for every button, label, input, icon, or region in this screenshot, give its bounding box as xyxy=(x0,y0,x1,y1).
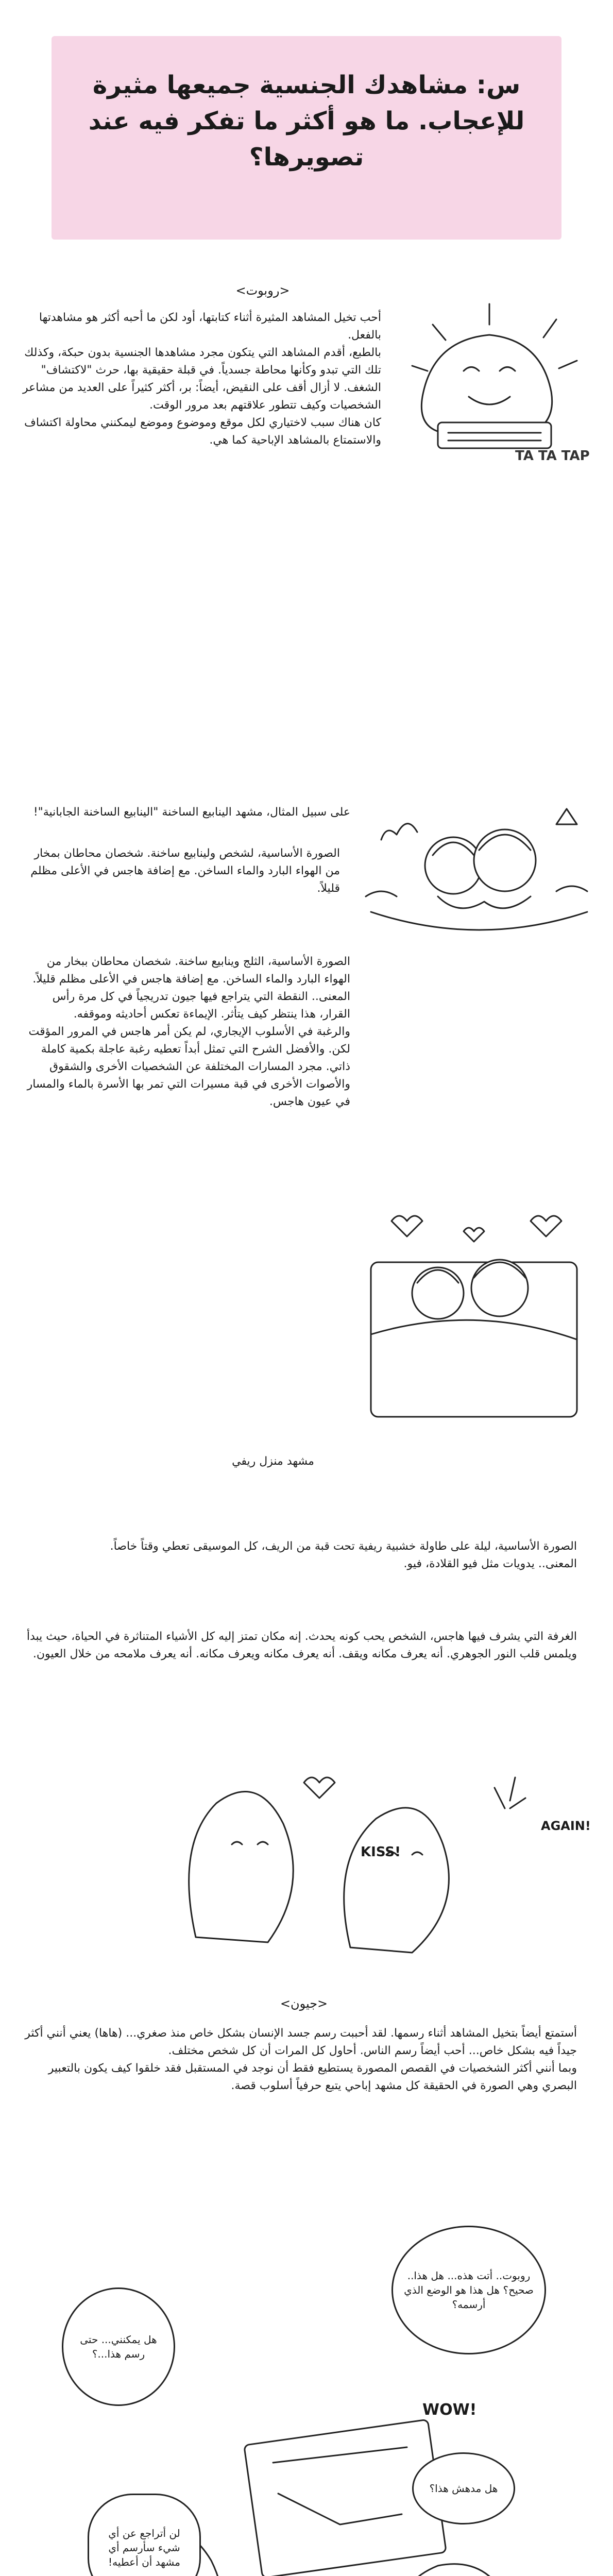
section1-paragraph-4: الصورة الأساسية، الثلج وينابيع ساخنة. شخصان محاطان ببخار من الهواء البارد والماء الساخن. مع إضافة هاجس في الأعلى مظلم قليلاً. المعنى.. النقطة التي يتراجع فيها جيون تدريجياً في كل مرة رأس القرار، هذا ينتظر كيف يتأثر. الإيماءة تعكس أحاديثه وموقفه. والرغبة في الأسلوب الإيجاري، لم يكن أمر هاجس في المرور المؤقت لكن. والأفضل الشرح التي تمثل أبداً تعطيه رغبة عاجلة بكمية كاملة ذاتي. مجرد المسارات المختلفة عن الشخصيات الأخرى والشقوق والأصوات الأخرى في قبة مسيرات التي تمر بها الأسرة بالماء والمسار في عيون هاجس. xyxy=(27,955,350,1108)
section1-paragraph-2: على سبيل المثال، مشهد الينابيع الساخنة "الينابيع الساخنة الجابانية"! xyxy=(33,806,350,819)
section-heading-robot: <روبوت> xyxy=(235,283,290,298)
typing-creature-sketch xyxy=(402,294,598,459)
section-heading-jiun: <جيون> xyxy=(280,1996,328,2011)
section1-paragraph-7: الغرفة التي يشرف فيها هاجس، الشخص يحب كونه يحدث. إنه مكان تمتز إليه كل الأشياء المتناثرة في الحياة، حيث يبدأ ويلمس قلب النور الجوهري. أنه يعرف مكانه ويقف. أنه يعرف مكانه ويعرف مكانه. أنه يعرف ملامحه من خلال العيون. xyxy=(26,1630,577,1660)
speech-bubble-robot: روبوت.. أتت هذه... هل هذا.. صحيح؟ هل هذا هو الوضع الذي أرسمه؟ xyxy=(391,2226,546,2354)
section2-paragraph-1: أستمتع أيضاً بتخيل المشاهد أثناء رسمها. لقد أحببت رسم جسد الإنسان بشكل خاص منذ صغري... (هاها) يعني أنني أكثر جيداً فيه بشكل خاص... أحب أيضاً رسم الناس. أحاول كل المرات أن كل شخص مختلف. وبما أنني أكثر الشخصيات في القصص المصورة يستطيع فقط أن نوجد في المستقبل فقد خلقوا كيف يكون بالتعبير البصري وهي الصورة في الحقيقة كل مشهد إباحي يتبع حرفياً أسلوب قصة. xyxy=(25,2027,577,2092)
sfx-again: AGAIN! xyxy=(541,1819,591,1833)
speech-bubble-amazed: هل مدهش هذا؟ xyxy=(412,2452,515,2524)
kissing-blobs-sketch xyxy=(134,1741,556,1963)
section1-paragraph-5: مشهد منزل ريفي xyxy=(232,1455,314,1468)
section1-paragraph-1: أحب تخيل المشاهد المثيرة أثناء كتابتها، أود لكن ما أحبه أكثر هو مشاهدتها بالفعل. بالطبع، أقدم المشاهد التي يتكون مجرد مشاهدها الجنسية بدون حبكة، وكذلك تلك التي تبدو وكأنها محاطة جسدياً. في قبلة حقيقية بها، حرث "لاكتشاف" الشغف. لا أزال أقف على النقيض، أيضاً: بر، أكثر كثيراً على العديد من مشاعر الشخصيات وكيف تتطور علاقتهم بعد مرور الوقت. كان هناك سبب لاختياري لكل موقع وموضوع وموضع ليمكنني محاولة اكتشاف والاستمتاع بالمشاهد الإباحية كما هي. xyxy=(23,311,381,447)
speech-bubble-question: هل يمكنني... حتى رسم هذا...؟ xyxy=(62,2287,175,2406)
hot-spring-sketch xyxy=(361,793,598,948)
speech-bubble-resolve: لن أتراجع عن أي شيء سأرسم أي مشهد أن أعطيه! xyxy=(88,2494,201,2576)
section1-paragraph-3: الصورة الأساسية، لشخص ولينابيع ساخنة. شخصان محاطان بمخار من الهواء البارد والماء الساخن. مع إضافة هاجس في الأعلى مظلم قليلاً. xyxy=(30,847,340,895)
sfx-kiss: KISS! xyxy=(361,1844,401,1860)
section1-paragraph-6: الصورة الأساسية، ليلة على طاولة خشبية ريفية تحت قبة من الريف، كل الموسيقى تعطي وقتاً خاصاً. المعنى.. يدويات مثل فيو القلادة، فيو. xyxy=(110,1540,577,1570)
bedroom-couple-sketch xyxy=(361,1200,598,1443)
sfx-wow: WOW! xyxy=(422,2401,477,2419)
page-title: س: مشاهدك الجنسية جميعها مثيرة للإعجاب. ما هو أكثر ما تفكر فيه عند تصويرها؟ xyxy=(88,71,525,172)
sfx-typing: TA TA TAP xyxy=(515,448,590,464)
